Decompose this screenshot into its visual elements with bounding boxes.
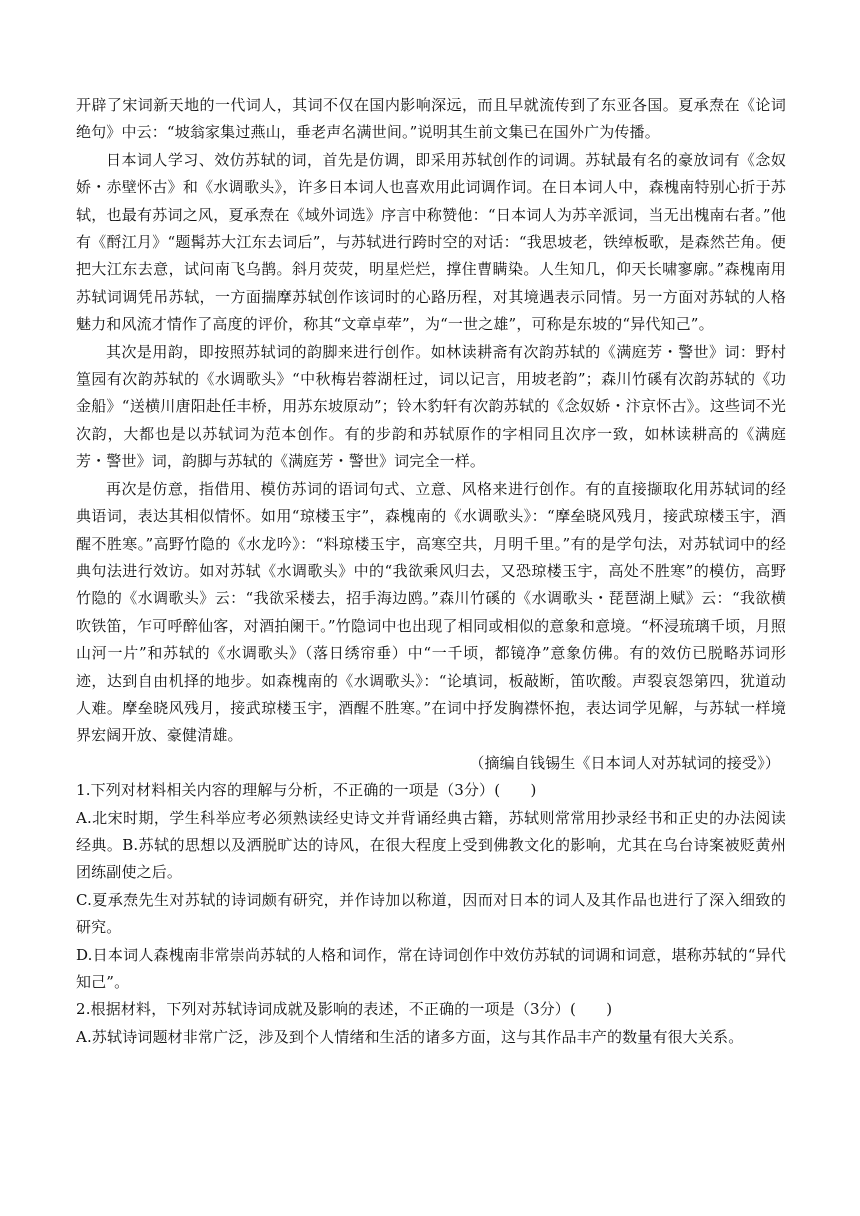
article-source-citation: （摘编自钱锡生《日本词人对苏轼词的接受》） bbox=[469, 753, 780, 772]
question-1-stem: 1.下列对材料相关内容的理解与分析，不正确的一项是（3分）( ) bbox=[76, 781, 537, 800]
question-1-option-ab: A.北宋时期，学生科举应考必须熟读经史诗文并背诵经典古籍，苏轼则常常用抄录经书和正史的办法阅读经典。B.苏轼的思想以及洒脱旷达的诗风，在很大程度上受到佛教文化的影响，尤其在乌台诗案被贬黄州团练副使之后。 bbox=[76, 808, 786, 882]
question-1-option-c: C.夏承焘先生对苏轼的诗词颇有研究，并作诗加以称道，因而对日本的词人及其作品也进行了深入细致的研究。 bbox=[76, 890, 786, 937]
article-paragraph-2: 日本词人学习、效仿苏轼的词，首先是仿调，即采用苏轼创作的词调。苏轼最有名的豪放词有《念奴娇・赤壁怀古》和《水调歌头》，许多日本词人也喜欢用此词调作词。在日本词人中，森槐南特别心折于苏轼，也最有苏词之风，夏承焘在《域外词选》序言中称赞他：“日本词人为苏辛派词，当无出槐南右者。”他有《酹江月》“题髯苏大江东去词后”，与苏轼进行跨时空的对话：“我思坡老，铁绰板歌，是森然芒角。便把大江东去意，试问南飞乌鹊。斜月荧荧，明星烂烂，撑住曹瞒染。人生知几，仰天长啸寥廓。”森槐南用苏轼词调凭吊苏轼，一方面揣摩苏轼创作该词时的心路历程，对其境遇表示同情。另一方面对苏轼的人格魅力和风流才情作了高度的评价，称其“文章卓荦”，为“一世之雄”，可称是东坡的“异代知己”。 bbox=[76, 150, 786, 334]
question-2 bbox=[76, 996, 786, 1051]
article-paragraph-4: 再次是仿意，指借用、模仿苏词的语词句式、立意、风格来进行创作。有的直接撷取化用苏轼词的经典语词，表达其相似情怀。如用“琼楼玉宇”，森槐南的《水调歌头》：“摩垒晓风残月，接武琼楼玉宇，酒醒不胜寒。”高野竹隐的《水龙吟》：“料琼楼玉宇，高寒空共，月明千里。”有的是学句法，对苏轼词中的经典句法进行效访。如对苏轼《水调歌头》中的“我欲乘风归去，又恐琼楼玉宇，高处不胜寒”的模仿，高野竹隐的《水调歌头》云：“我欲采楼去，招手海边鸥。”森川竹磎的《水调歌头・琵琶湖上赋》云：“我欲横吹铁笛，乍可呼醉仙客，对酒拍阑干。”竹隐词中也出现了相同或相似的意象和意境。“杯浸琉璃千顷，月照山河一片”和苏轼的《水调歌头》（落日绣帘垂）中“一千顷，都镜净”意象仿佛。有的效仿已脱略苏词形迹，达到自由机择的地步。如森槐南的《水调歌头》：“论填词，板敲断，笛吹酸。声裂哀怨第四，犹道动人难。摩垒晓风残月，接武琼楼玉宇，酒醒不胜寒。”在词中抒发胸襟怀抱，表达词学见解，与苏轼一样境界宏阔开放、豪健清雄。 bbox=[76, 479, 786, 745]
question-2-stem: 2.根据材料，下列对苏轼诗词成就及影响的表述，不正确的一项是（3分）( ) bbox=[76, 1000, 613, 1019]
document-page bbox=[76, 92, 786, 1051]
question-2-option-a: A.苏轼诗词题材非常广泛，涉及到个人情绪和生活的诸多方面，这与其作品丰产的数量有很大关系。 bbox=[76, 1027, 744, 1046]
article-paragraph-1: 开辟了宋词新天地的一代词人，其词不仅在国内影响深远，而且早就流传到了东亚各国。夏承焘在《论词绝句》中云：“坡翁家集过燕山，垂老声名满世间。”说明其生前文集已在国外广为传播。 bbox=[76, 96, 786, 142]
article-paragraph-3: 其次是用韵，即按照苏轼词的韵脚来进行创作。如林读耕斋有次韵苏轼的《满庭芳・警世》词：野村篁园有次韵苏轼的《水调歌头》“中秋梅岩蓉湖枉过，词以记言，用坡老韵”；森川竹磎有次韵苏轼的《功金船》“送横川唐阳赴任丰桥，用苏东坡原动”；铃木豹轩有次韵苏轼的《念奴娇・汴京怀古》。这些词不光次韵，大都也是以苏轼词为范本创作。有的步韵和苏轼原作的字相同且次序一致，如林读耕高的《满庭芳・警世》词，韵脚与苏轼的《满庭芳・警世》词完全一样。 bbox=[76, 342, 786, 471]
question-1-option-d: D.日本词人森槐南非常崇尚苏轼的人格和词作，常在诗词创作中效仿苏轼的词调和词意，堪称苏轼的“异代知己”。 bbox=[76, 945, 786, 991]
question-1 bbox=[76, 777, 786, 996]
